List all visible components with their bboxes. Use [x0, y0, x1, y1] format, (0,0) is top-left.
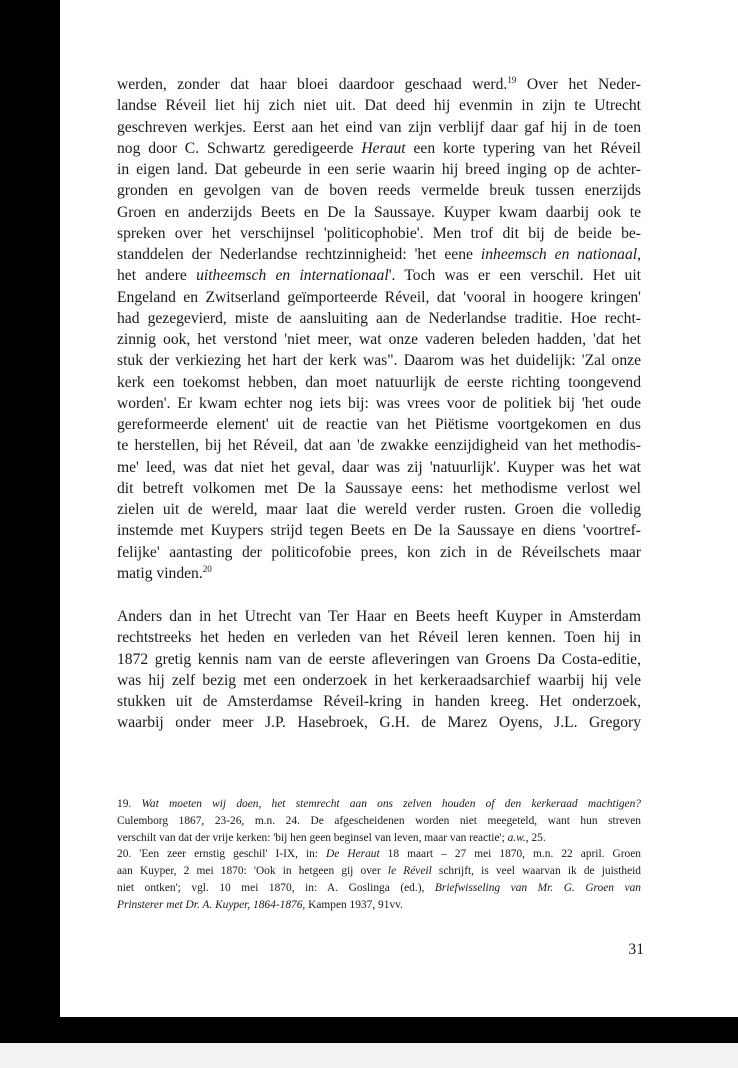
paragraph-2	[117, 606, 641, 734]
text-line: stukken uit de Amsterdamse Réveil-kring in handen kreeg. Het onderzoek,	[117, 693, 641, 710]
text-line: Anders dan in het Utrecht van Ter Haar en Beets heeft Kuyper in Amsterdam	[117, 608, 641, 625]
footnote-line: niet ontken'; vgl. 10 mei 1870, in: A. Goslinga (ed.), Briefwisseling van Mr. G. Groen van	[117, 881, 641, 894]
text-line: stuk der verkiezing het hart der kerk was". Daarom was het duidelijk: 'Zal onze	[117, 352, 641, 370]
scan-border-left	[0, 0, 60, 1068]
text-line: dit betreft volkomen met De la Saussaye eens: het methodisme verlost wel	[117, 479, 641, 497]
text-line: gronden en gevolgen van de boven reeds vermelde breuk tussen enerzijds	[117, 182, 641, 200]
text-line: matig vinden.$^{20}$	[117, 563, 212, 582]
footnote-line: Prinsterer met Dr. A. Kuyper, 1864-1876, Kampen 1937, 91vv.	[117, 898, 403, 911]
text-line: worden'. Er kwam echter nog iets bij: was vrees voor de politiek bij 'het oude	[117, 394, 641, 412]
text-line: spreken over het verschijnsel 'politicophobie'. Men trof dit bij de beide be-	[117, 224, 641, 242]
text-line: werden, zonder dat haar bloei daardoor geschaad werd.$^{19}$ Over het Neder-	[117, 75, 641, 93]
text-line: 1872 gretig kennis nam van de eerste afleveringen van Groens Da Costa-editie,	[117, 650, 641, 668]
footnote-ref-20: 20	[202, 563, 212, 574]
text-line: Groen en anderzijds Beets en De la Saussaye. Kuyper kwam daarbij ook te	[117, 203, 641, 221]
footnote-ref-19: 19	[507, 75, 517, 85]
text-line: landse Réveil liet hij zich niet uit. Dat deed hij evenmin in zijn te Utrecht	[117, 97, 641, 115]
text-line: kerk een toekomst hebben, dan moet natuurlijk de eerste richting toongevend	[117, 373, 641, 391]
paragraph-gap	[117, 584, 641, 606]
text-line: rechtstreeks het heden en verleden van het Réveil leren kennen. Toen hij in	[117, 629, 641, 647]
footnote-line: verschilt van dat der vrije kerken: 'bij hen geen beginsel van leven, maar van reactie'; a.w., 25.	[117, 831, 546, 844]
footnote-line: aan Kuyper, 2 mei 1870: 'Ook in hetgeen gij over le Réveil schrijft, is veel waarvan ik de juistheid	[117, 865, 641, 878]
text-line: zielen uit de wereld, maar laat die wereld verder rusten. Groen die volledig	[117, 501, 641, 518]
scan-border-bottom	[60, 1017, 738, 1043]
text-line: geschreven werkjes. Eerst aan het eind van zijn verblijf daar gaf hij in de toen	[117, 118, 641, 136]
text-line: het andere uitheemsch en internationaal'. Toch was er een verschil. Het uit	[117, 267, 641, 285]
footnote-line: Culemborg 1867, 23-26, m.n. 24. De afgescheidenen worden niet meegeteld, want hun streven	[117, 814, 641, 827]
paragraph-1	[117, 74, 641, 584]
text-line: in eigen land. Dat gebeurde in een serie waarin hij breed inging op de achter-	[117, 161, 641, 178]
text-line: instemde met Kuypers strijd tegen Beets en De la Saussaye en diens 'voortref-	[117, 522, 641, 540]
footnotes	[117, 796, 641, 914]
text-line: Engeland en Zwitserland geïmporteerde Réveil, dat 'vooral in hoogere kringen'	[117, 288, 641, 306]
text-line: gereformeerde element' uit de reactie van het Piëtisme voortgekomen en dus	[117, 416, 641, 433]
text-line: felijke' aantasting der politicofobie prees, kon zich in de Réveilschets maar	[117, 543, 641, 561]
text-line: was hij zelf bezig met een onderzoek in het kerkeraadsarchief waarbij hij vele	[117, 671, 641, 689]
text-line: zinnig ook, het verstond 'niet meer, wat onze vaderen beleden hadden, 'dat het	[117, 331, 641, 348]
text-line: had gezegevierd, miste de aansluiting aan de Nederlandse traditie. Hoe recht-	[117, 309, 641, 327]
text-line: te herstellen, bij het Réveil, dat aan 'de zwakke eenzijdigheid van het methodis-	[117, 437, 641, 455]
footnote-19: 19. Wat moeten wij doen, het stemrecht aan ons zelven houden of den kerkeraad machtigen?	[117, 798, 641, 810]
body-text	[117, 74, 641, 734]
text-line: me' leed, was dat niet het geval, daar was zij 'natuurlijk'. Kuyper was het wat	[117, 458, 641, 476]
scan-bottom-strip	[0, 1043, 738, 1068]
footnote-20: 20. 'Een zeer ernstig geschil' I-IX, in: De Heraut 18 maart – 27 mei 1870, m.n. 22 april. Groen	[117, 848, 641, 861]
text-line: standdelen der Nederlandse rechtzinnigheid: 'het eene inheemsch en nationaal,	[117, 246, 641, 263]
page-number: 31	[628, 941, 644, 958]
text-line: waarbij onder meer J.P. Hasebroek, G.H. de Marez Oyens, J.L. Gregory	[117, 714, 641, 732]
text-line: nog door C. Schwartz geredigeerde Heraut een korte typering van het Réveil	[117, 139, 641, 157]
